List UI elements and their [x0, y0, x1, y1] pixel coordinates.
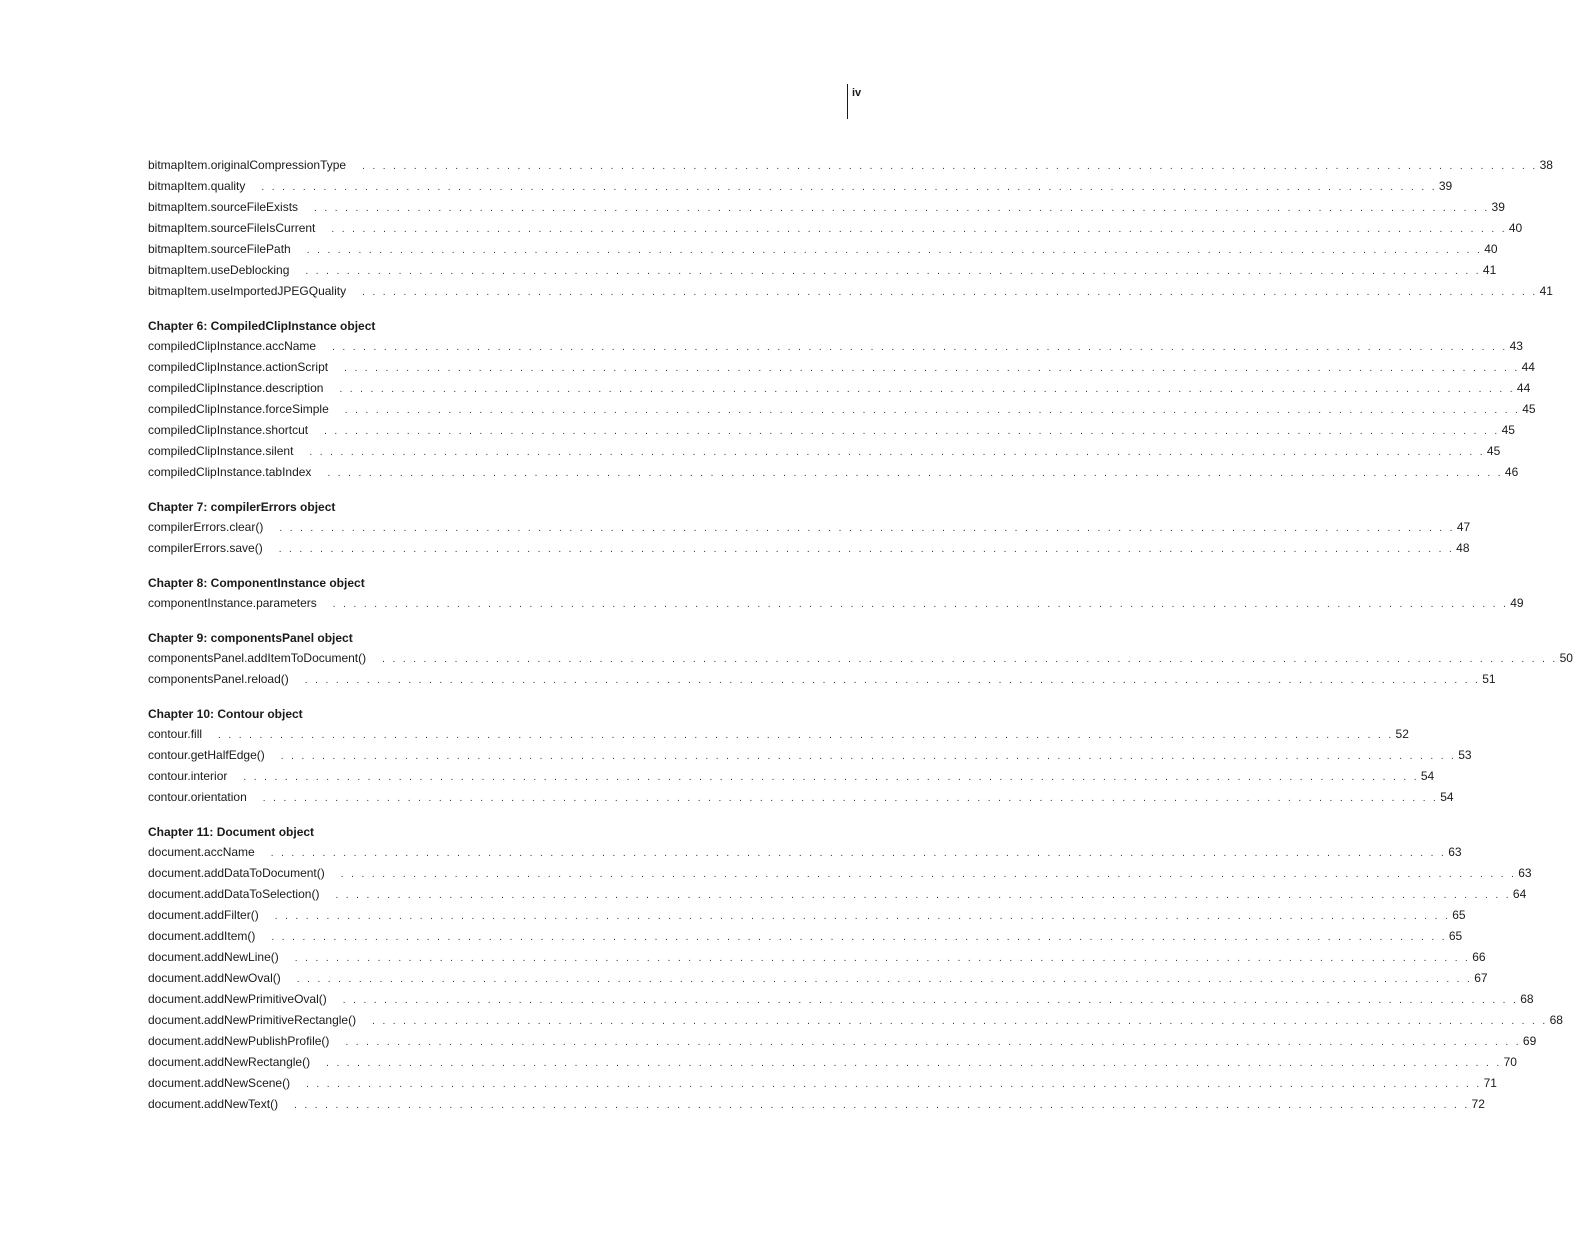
toc-entry-page: 64 — [1512, 887, 1527, 901]
toc-entry-label: document.addNewOval() — [148, 971, 281, 985]
toc-entry-label: bitmapItem.quality — [148, 179, 246, 193]
toc-entry-page: 54 — [1420, 769, 1435, 783]
toc-entry-page: 65 — [1448, 929, 1463, 943]
toc-entry[interactable] — [148, 176, 1453, 197]
table-of-contents — [148, 155, 1573, 1115]
dot-leader: . . . . . . . . . . . . . . . . . . . . . . . . . . . . . . . . . . . . . . . . . . . . . . . . . . . . . . . . . . . . . . . . . . . . . . . . . . . . . . . . . . . . . . . . . . . . . . . . . . . . . . . . . . . . . . . . . . — [309, 447, 1485, 458]
toc-entry[interactable] — [148, 336, 1523, 357]
toc-entry-label: document.addDataToSelection() — [148, 887, 320, 901]
toc-entry[interactable] — [148, 593, 1524, 614]
toc-entry-page: 54 — [1440, 790, 1454, 804]
toc-entry-page: 39 — [1438, 179, 1453, 193]
dot-leader: . . . . . . . . . . . . . . . . . . . . . . . . . . . . . . . . . . . . . . . . . . . . . . . . . . . . . . . . . . . . . . . . . . . . . . . . . . . . . . . . . . . . . . . . . . . . . . . . . . . . . . . . . . . . . . . . . . — [294, 1100, 1470, 1111]
dot-leader: . . . . . . . . . . . . . . . . . . . . . . . . . . . . . . . . . . . . . . . . . . . . . . . . . . . . . . . . . . . . . . . . . . . . . . . . . . . . . . . . . . . . . . . . . . . . . . . . . . . . . . . . . . . . . . . . . . — [324, 426, 1500, 437]
toc-entry-label: componentsPanel.addItemToDocument() — [148, 651, 367, 665]
toc-entry-page: 38 — [1539, 158, 1553, 172]
toc-entry[interactable] — [148, 538, 1470, 559]
dot-leader: . . . . . . . . . . . . . . . . . . . . . . . . . . . . . . . . . . . . . . . . . . . . . . . . . . . . . . . . . . . . . . . . . . . . . . . . . . . . . . . . . . . . . . . . . . . . . . . . . . . . . . . . . . . . . . . . . . — [327, 468, 1503, 479]
dot-leader: . . . . . . . . . . . . . . . . . . . . . . . . . . . . . . . . . . . . . . . . . . . . . . . . . . . . . . . . . . . . . . . . . . . . . . . . . . . . . . . . . . . . . . . . . . . . . . . . . . . . . . . . . . . . . . . . . . — [332, 599, 1509, 610]
toc-entry-label: bitmapItem.useDeblocking — [148, 263, 290, 277]
toc-entry-label: document.addDataToDocument() — [148, 866, 325, 880]
dot-leader: . . . . . . . . . . . . . . . . . . . . . . . . . . . . . . . . . . . . . . . . . . . . . . . . . . . . . . . . . . . . . . . . . . . . . . . . . . . . . . . . . . . . . . . . . . . . . . . . . . . . . . . . . . . . . . . . . . — [306, 1079, 1482, 1090]
dot-leader: . . . . . . . . . . . . . . . . . . . . . . . . . . . . . . . . . . . . . . . . . . . . . . . . . . . . . . . . . . . . . . . . . . . . . . . . . . . . . . . . . . . . . . . . . . . . . . . . . . . . . . . . . . . . . . . . . . — [218, 730, 1394, 741]
dot-leader: . . . . . . . . . . . . . . . . . . . . . . . . . . . . . . . . . . . . . . . . . . . . . . . . . . . . . . . . . . . . . . . . . . . . . . . . . . . . . . . . . . . . . . . . . . . . . . . . . . . . . . . . . . . . . . . . . . — [332, 342, 1508, 353]
toc-entry-page: 49 — [1510, 596, 1524, 610]
toc-entry[interactable] — [148, 842, 1462, 863]
dot-leader: . . . . . . . . . . . . . . . . . . . . . . . . . . . . . . . . . . . . . . . . . . . . . . . . . . . . . . . . . . . . . . . . . . . . . . . . . . . . . . . . . . . . . . . . . . . . . . . . . . . . . . . . . . . . . . . . . . — [382, 654, 1558, 665]
toc-entry-label: componentsPanel.reload() — [148, 672, 289, 686]
page-number: iv — [852, 87, 862, 99]
dot-leader: . . . . . . . . . . . . . . . . . . . . . . . . . . . . . . . . . . . . . . . . . . . . . . . . . . . . . . . . . . . . . . . . . . . . . . . . . . . . . . . . . . . . . . . . . . . . . . . . . . . . . . . . . . . . . . . . . . — [331, 224, 1507, 235]
toc-entry-label: bitmapItem.originalCompressionType — [148, 158, 347, 172]
toc-entry[interactable] — [148, 745, 1472, 766]
toc-entry-label: compiledClipInstance.accName — [148, 339, 317, 353]
toc-entry[interactable] — [148, 281, 1553, 302]
toc-entry[interactable] — [148, 1073, 1497, 1094]
toc-entry[interactable] — [148, 926, 1463, 947]
toc-entry-label: compiledClipInstance.tabIndex — [148, 465, 312, 479]
toc-section — [148, 628, 1573, 690]
toc-entry-label: document.addNewRectangle() — [148, 1055, 311, 1069]
toc-entry-label: document.addNewText() — [148, 1097, 279, 1111]
toc-entry-page: 48 — [1456, 541, 1470, 555]
toc-entry-page: 71 — [1483, 1076, 1497, 1090]
toc-entry-label: bitmapItem.useImportedJPEGQuality — [148, 284, 347, 298]
toc-entry-page: 40 — [1508, 221, 1523, 235]
toc-entry[interactable] — [148, 357, 1535, 378]
toc-entry-page: 53 — [1458, 748, 1472, 762]
toc-entry-label: componentInstance.parameters — [148, 596, 317, 610]
toc-entry-page: 44 — [1521, 360, 1535, 374]
toc-entry-page: 39 — [1491, 200, 1505, 214]
chapter-heading: Chapter 9: componentsPanel object — [148, 631, 353, 645]
toc-entry[interactable] — [148, 989, 1534, 1010]
toc-entry-label: bitmapItem.sourceFileIsCurrent — [148, 221, 316, 235]
toc-entry-label: document.addNewPublishProfile() — [148, 1034, 330, 1048]
toc-entry-label: document.accName — [148, 845, 255, 859]
toc-entry-label: document.addNewPrimitiveOval() — [148, 992, 327, 1006]
toc-entry-page: 46 — [1504, 465, 1519, 479]
toc-entry-label: compiledClipInstance.description — [148, 381, 324, 395]
dot-leader: . . . . . . . . . . . . . . . . . . . . . . . . . . . . . . . . . . . . . . . . . . . . . . . . . . . . . . . . . . . . . . . . . . . . . . . . . . . . . . . . . . . . . . . . . . . . . . . . . . . . . . . . . . . . . . . . . . — [326, 1058, 1502, 1069]
toc-entry-page: 50 — [1559, 651, 1573, 665]
page-number-marker — [847, 84, 861, 119]
dot-leader: . . . . . . . . . . . . . . . . . . . . . . . . . . . . . . . . . . . . . . . . . . . . . . . . . . . . . . . . . . . . . . . . . . . . . . . . . . . . . . . . . . . . . . . . . . . . . . . . . . . . . . . . . . . . . . . . . . — [278, 544, 1455, 555]
toc-entry-label: document.addNewScene() — [148, 1076, 291, 1090]
toc-entry-page: 44 — [1516, 381, 1531, 395]
toc-entry-page: 65 — [1452, 908, 1466, 922]
toc-entry[interactable] — [148, 863, 1532, 884]
toc-entry-page: 69 — [1522, 1034, 1537, 1048]
toc-entry-page: 66 — [1472, 950, 1486, 964]
toc-entry-label: compiledClipInstance.shortcut — [148, 423, 309, 437]
toc-entry-page: 45 — [1501, 423, 1515, 437]
toc-entry-label: bitmapItem.sourceFileExists — [148, 200, 299, 214]
toc-entry-page: 52 — [1395, 727, 1409, 741]
toc-entry[interactable] — [148, 420, 1515, 441]
toc-entry[interactable] — [148, 1010, 1563, 1031]
toc-entry[interactable] — [148, 517, 1471, 538]
toc-entry-page: 51 — [1482, 672, 1496, 686]
toc-entry-page: 40 — [1484, 242, 1498, 256]
toc-entry[interactable] — [148, 1094, 1485, 1115]
dot-leader: . . . . . . . . . . . . . . . . . . . . . . . . . . . . . . . . . . . . . . . . . . . . . . . . . . . . . . . . . . . . . . . . . . . . . . . . . . . . . . . . . . . . . . . . . . . . . . . . . . . . . . . . . . . . . . . . . . — [280, 751, 1457, 762]
toc-entry[interactable] — [148, 724, 1409, 745]
dot-leader: . . . . . . . . . . . . . . . . . . . . . . . . . . . . . . . . . . . . . . . . . . . . . . . . . . . . . . . . . . . . . . . . . . . . . . . . . . . . . . . . . . . . . . . . . . . . . . . . . . . . . . . . . . . . . . . . . . — [314, 203, 1490, 214]
toc-entry-page: 41 — [1482, 263, 1497, 277]
toc-entry[interactable] — [148, 669, 1496, 690]
toc-entry[interactable] — [148, 378, 1531, 399]
toc-entry-label: contour.fill — [148, 727, 203, 741]
dot-leader: . . . . . . . . . . . . . . . . . . . . . . . . . . . . . . . . . . . . . . . . . . . . . . . . . . . . . . . . . . . . . . . . . . . . . . . . . . . . . . . . . . . . . . . . . . . . . . . . . . . . . . . . . . . . . . . . . . — [274, 911, 1451, 922]
toc-entry-label: contour.orientation — [148, 790, 247, 804]
toc-entry[interactable] — [148, 462, 1519, 483]
toc-entry-label: contour.getHalfEdge() — [148, 748, 265, 762]
dot-leader: . . . . . . . . . . . . . . . . . . . . . . . . . . . . . . . . . . . . . . . . . . . . . . . . . . . . . . . . . . . . . . . . . . . . . . . . . . . . . . . . . . . . . . . . . . . . . . . . . . . . . . . . . . . . . . . . . . — [335, 890, 1511, 901]
chapter-heading: Chapter 11: Document object — [148, 825, 315, 839]
dot-leader: . . . . . . . . . . . . . . . . . . . . . . . . . . . . . . . . . . . . . . . . . . . . . . . . . . . . . . . . . . . . . . . . . . . . . . . . . . . . . . . . . . . . . . . . . . . . . . . . . . . . . . . . . . . . . . . . . . — [362, 161, 1538, 172]
dot-leader: . . . . . . . . . . . . . . . . . . . . . . . . . . . . . . . . . . . . . . . . . . . . . . . . . . . . . . . . . . . . . . . . . . . . . . . . . . . . . . . . . . . . . . . . . . . . . . . . . . . . . . . . . . . . . . . . . . — [294, 953, 1471, 964]
toc-entry[interactable] — [148, 155, 1553, 176]
toc-entry[interactable] — [148, 968, 1488, 989]
toc-entry[interactable] — [148, 1052, 1517, 1073]
toc-entry[interactable] — [148, 399, 1536, 420]
dot-leader: . . . . . . . . . . . . . . . . . . . . . . . . . . . . . . . . . . . . . . . . . . . . . . . . . . . . . . . . . . . . . . . . . . . . . . . . . . . . . . . . . . . . . . . . . . . . . . . . . . . . . . . . . . . . . . . . . . — [362, 287, 1538, 298]
toc-entry-page: 43 — [1509, 339, 1523, 353]
toc-entry-label: document.addNewLine() — [148, 950, 279, 964]
toc-entry-label: document.addFilter() — [148, 908, 259, 922]
toc-entry-page: 70 — [1503, 1055, 1517, 1069]
toc-entry[interactable] — [148, 197, 1505, 218]
dot-leader: . . . . . . . . . . . . . . . . . . . . . . . . . . . . . . . . . . . . . . . . . . . . . . . . . . . . . . . . . . . . . . . . . . . . . . . . . . . . . . . . . . . . . . . . . . . . . . . . . . . . . . . . . . . . . . . . . . — [345, 1037, 1521, 1048]
toc-section — [148, 155, 1553, 302]
dot-leader: . . . . . . . . . . . . . . . . . . . . . . . . . . . . . . . . . . . . . . . . . . . . . . . . . . . . . . . . . . . . . . . . . . . . . . . . . . . . . . . . . . . . . . . . . . . . . . . . . . . . . . . . . . . . . . . . . . — [306, 245, 1483, 256]
dot-leader: . . . . . . . . . . . . . . . . . . . . . . . . . . . . . . . . . . . . . . . . . . . . . . . . . . . . . . . . . . . . . . . . . . . . . . . . . . . . . . . . . . . . . . . . . . . . . . . . . . . . . . . . . . . . . . . . . . — [271, 932, 1447, 943]
dot-leader: . . . . . . . . . . . . . . . . . . . . . . . . . . . . . . . . . . . . . . . . . . . . . . . . . . . . . . . . . . . . . . . . . . . . . . . . . . . . . . . . . . . . . . . . . . . . . . . . . . . . . . . . . . . . . . . . . . — [340, 869, 1517, 880]
toc-entry-page: 45 — [1522, 402, 1536, 416]
toc-section — [148, 497, 1471, 559]
toc-entry[interactable] — [148, 260, 1497, 281]
toc-entry[interactable] — [148, 648, 1573, 669]
toc-entry-page: 68 — [1520, 992, 1534, 1006]
toc-entry-label: compiledClipInstance.forceSimple — [148, 402, 329, 416]
toc-entry[interactable] — [148, 218, 1523, 239]
dot-leader: . . . . . . . . . . . . . . . . . . . . . . . . . . . . . . . . . . . . . . . . . . . . . . . . . . . . . . . . . . . . . . . . . . . . . . . . . . . . . . . . . . . . . . . . . . . . . . . . . . . . . . . . . . . . . . . . . . — [372, 1016, 1548, 1027]
dot-leader: . . . . . . . . . . . . . . . . . . . . . . . . . . . . . . . . . . . . . . . . . . . . . . . . . . . . . . . . . . . . . . . . . . . . . . . . . . . . . . . . . . . . . . . . . . . . . . . . . . . . . . . . . . . . . . . . . . — [344, 363, 1520, 374]
toc-entry-page: 45 — [1486, 444, 1501, 458]
toc-entry-page: 41 — [1539, 284, 1553, 298]
toc-entry[interactable] — [148, 766, 1435, 787]
dot-leader: . . . . . . . . . . . . . . . . . . . . . . . . . . . . . . . . . . . . . . . . . . . . . . . . . . . . . . . . . . . . . . . . . . . . . . . . . . . . . . . . . . . . . . . . . . . . . . . . . . . . . . . . . . . . . . . . . . — [344, 405, 1521, 416]
toc-entry[interactable] — [148, 787, 1454, 808]
toc-entry-page: 63 — [1518, 866, 1532, 880]
toc-entry-label: contour.interior — [148, 769, 228, 783]
toc-entry-page: 67 — [1474, 971, 1488, 985]
dot-leader: . . . . . . . . . . . . . . . . . . . . . . . . . . . . . . . . . . . . . . . . . . . . . . . . . . . . . . . . . . . . . . . . . . . . . . . . . . . . . . . . . . . . . . . . . . . . . . . . . . . . . . . . . . . . . . . . . . — [296, 974, 1473, 985]
toc-entry-page: 72 — [1471, 1097, 1485, 1111]
toc-entry-label: compiledClipInstance.actionScript — [148, 360, 329, 374]
toc-section — [148, 822, 1563, 1115]
toc-section — [148, 573, 1524, 614]
toc-entry-label: compiledClipInstance.silent — [148, 444, 294, 458]
toc-entry-page: 47 — [1456, 520, 1471, 534]
chapter-heading: Chapter 7: compilerErrors object — [148, 500, 336, 514]
toc-entry[interactable] — [148, 884, 1527, 905]
dot-leader: . . . . . . . . . . . . . . . . . . . . . . . . . . . . . . . . . . . . . . . . . . . . . . . . . . . . . . . . . . . . . . . . . . . . . . . . . . . . . . . . . . . . . . . . . . . . . . . . . . . . . . . . . . . . . . . . . . — [339, 384, 1515, 395]
dot-leader: . . . . . . . . . . . . . . . . . . . . . . . . . . . . . . . . . . . . . . . . . . . . . . . . . . . . . . . . . . . . . . . . . . . . . . . . . . . . . . . . . . . . . . . . . . . . . . . . . . . . . . . . . . . . . . . . . . — [279, 523, 1455, 534]
toc-entry-label: compilerErrors.save() — [148, 541, 263, 555]
dot-leader: . . . . . . . . . . . . . . . . . . . . . . . . . . . . . . . . . . . . . . . . . . . . . . . . . . . . . . . . . . . . . . . . . . . . . . . . . . . . . . . . . . . . . . . . . . . . . . . . . . . . . . . . . . . . . . . . . . — [270, 848, 1447, 859]
toc-entry-page: 63 — [1448, 845, 1462, 859]
toc-entry-page: 68 — [1549, 1013, 1563, 1027]
toc-entry-label: document.addItem() — [148, 929, 256, 943]
toc-entry[interactable] — [148, 239, 1498, 260]
toc-entry[interactable] — [148, 441, 1501, 462]
dot-leader: . . . . . . . . . . . . . . . . . . . . . . . . . . . . . . . . . . . . . . . . . . . . . . . . . . . . . . . . . . . . . . . . . . . . . . . . . . . . . . . . . . . . . . . . . . . . . . . . . . . . . . . . . . . . . . . . . . — [262, 793, 1439, 804]
dot-leader: . . . . . . . . . . . . . . . . . . . . . . . . . . . . . . . . . . . . . . . . . . . . . . . . . . . . . . . . . . . . . . . . . . . . . . . . . . . . . . . . . . . . . . . . . . . . . . . . . . . . . . . . . . . . . . . . . . — [243, 772, 1419, 783]
dot-leader: . . . . . . . . . . . . . . . . . . . . . . . . . . . . . . . . . . . . . . . . . . . . . . . . . . . . . . . . . . . . . . . . . . . . . . . . . . . . . . . . . . . . . . . . . . . . . . . . . . . . . . . . . . . . . . . . . . — [342, 995, 1519, 1006]
chapter-heading: Chapter 8: ComponentInstance object — [148, 576, 365, 590]
toc-entry-label: bitmapItem.sourceFilePath — [148, 242, 291, 256]
toc-entry[interactable] — [148, 1031, 1537, 1052]
toc-section — [148, 316, 1536, 483]
dot-leader: . . . . . . . . . . . . . . . . . . . . . . . . . . . . . . . . . . . . . . . . . . . . . . . . . . . . . . . . . . . . . . . . . . . . . . . . . . . . . . . . . . . . . . . . . . . . . . . . . . . . . . . . . . . . . . . . . . — [305, 266, 1481, 277]
toc-entry-label: compilerErrors.clear() — [148, 520, 264, 534]
toc-section — [148, 704, 1472, 808]
dot-leader: . . . . . . . . . . . . . . . . . . . . . . . . . . . . . . . . . . . . . . . . . . . . . . . . . . . . . . . . . . . . . . . . . . . . . . . . . . . . . . . . . . . . . . . . . . . . . . . . . . . . . . . . . . . . . . . . . . — [261, 182, 1437, 193]
dot-leader: . . . . . . . . . . . . . . . . . . . . . . . . . . . . . . . . . . . . . . . . . . . . . . . . . . . . . . . . . . . . . . . . . . . . . . . . . . . . . . . . . . . . . . . . . . . . . . . . . . . . . . . . . . . . . . . . . . — [304, 675, 1481, 686]
toc-entry-label: document.addNewPrimitiveRectangle() — [148, 1013, 357, 1027]
toc-entry[interactable] — [148, 947, 1486, 968]
toc-entry[interactable] — [148, 905, 1466, 926]
chapter-heading: Chapter 6: CompiledClipInstance object — [148, 319, 376, 333]
chapter-heading: Chapter 10: Contour object — [148, 707, 303, 721]
